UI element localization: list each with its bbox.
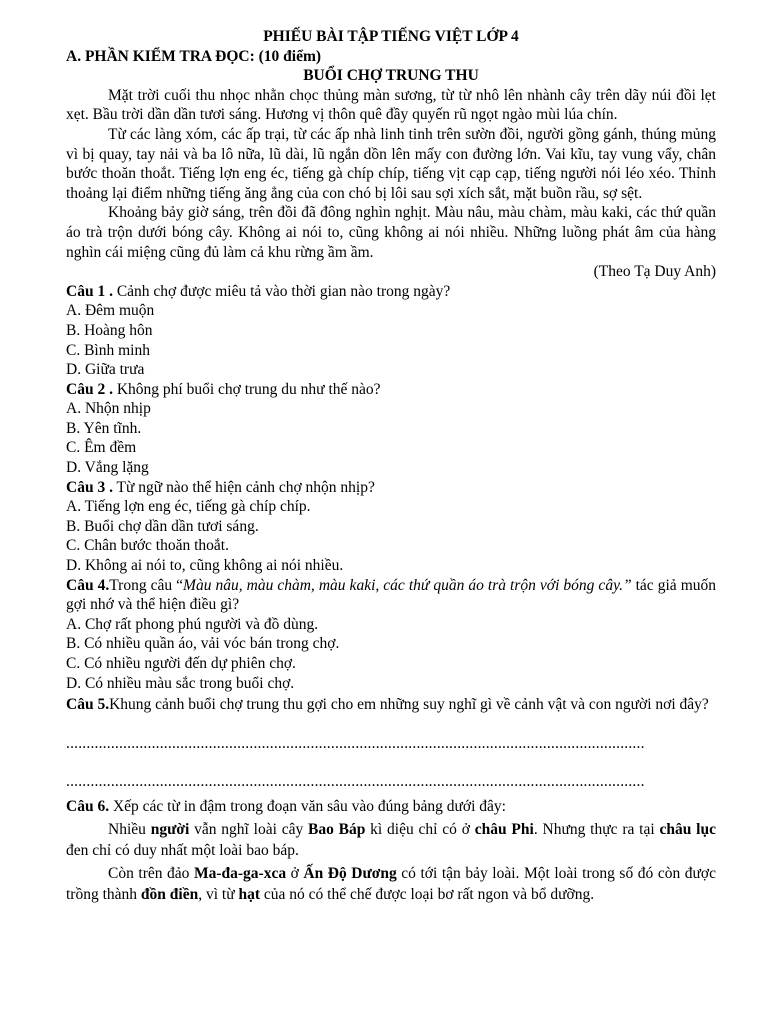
question-6: [66, 797, 716, 817]
question-4-text: tác giả muốn gợi nhớ và thể hiện điều gì?: [66, 576, 716, 614]
section-heading: A. PHẦN KIỂM TRA ĐỌC: (10 điểm): [66, 47, 322, 65]
question-6-paragraph-2: [66, 863, 716, 905]
question-2-option-b[interactable]: B. Yên tĩnh.: [66, 419, 142, 437]
question-4-lead: Trong câu “: [109, 576, 184, 594]
question-2: [66, 380, 716, 400]
answer-line-2[interactable]: ..............................................................................................................................................: [66, 772, 645, 790]
question-2-text: Không phí buổi chợ trung du như thế nào?: [112, 380, 381, 398]
text-run: , vì từ: [198, 885, 239, 903]
text-run: đen chỉ có duy nhất một loài bao báp.: [66, 841, 299, 859]
worksheet-title: PHIẾU BÀI TẬP TIẾNG VIỆT LỚP 4: [263, 28, 519, 45]
text-run: có tới tận bảy loài. Một loài trong số đó còn được trồng thành: [66, 864, 716, 903]
question-3-option-c[interactable]: C. Chân bước thoăn thoắt.: [66, 537, 229, 555]
spacer: [66, 754, 716, 772]
passage-paragraph-1: Mặt trời cuối thu nhọc nhằn chọc thủng màn sương, từ từ nhô lên nhành cây trên dãy núi đồi lẹt xẹt. Bầu trời dần dần tươi sáng. Hương vị thôn quê đầy quyến rũ ngọt ngào mùi lúa chín.: [66, 86, 716, 124]
question-4-option-d[interactable]: D. Có nhiều màu sắc trong buổi chợ.: [66, 674, 295, 692]
passage-source: (Theo Tạ Duy Anh): [593, 263, 716, 281]
question-1-option-a[interactable]: A. Đêm muộn: [66, 302, 155, 320]
question-2-option-c[interactable]: C. Êm đềm: [66, 439, 137, 457]
passage-paragraph-2: Từ các làng xóm, các ấp trại, từ các ấp nhà linh tinh trên sườn đồi, người gồng gánh, thúng mủng vì bị quay, tay nải và ba lô nữa, lũ dài, lũ ngắn dồn lên mấy con đường lớn. Vai kĩu, tay vung vẩy, chân bước thoăn thoắt. Tiếng lợn eng éc, tiếng gà chíp chíp, tiếng vịt cạp cạp, tiếng người nói léo xéo. Thỉnh thoảng lại điểm những tiếng ăng ẳng của con chó bị lôi sau sợi xích sắt, mặt buồn rầu, sợ sệt.: [66, 125, 716, 202]
bold-word: châu Phi: [474, 820, 534, 838]
question-3-label: Câu 3 .: [66, 478, 113, 496]
question-4-option-c[interactable]: C. Có nhiều người đến dự phiên chợ.: [66, 655, 296, 672]
text-run: của nó có thể chế được loại bơ rất ngon và bổ dưỡng.: [260, 885, 595, 903]
question-1: [66, 282, 716, 302]
text-run: Còn trên đảo: [108, 864, 194, 882]
bold-word: người: [150, 820, 190, 838]
question-3-option-b[interactable]: B. Buổi chợ dần dần tươi sáng.: [66, 517, 259, 535]
question-3-option-d[interactable]: D. Không ai nói to, cũng không ai nói nhiều.: [66, 557, 344, 575]
text-run: Nhiều: [108, 820, 151, 838]
passage-paragraph-3: Khoảng bảy giờ sáng, trên đồi đã đông nghìn nghịt. Màu nâu, màu chàm, màu kaki, các thứ quần áo trà trộn dưới bóng cây. Không ai nói to, cũng không ai nói nhiều. Những luồng phát âm của hàng nghìn cái miệng cũng đủ làm cả khu rừng ầm ầm.: [66, 204, 716, 261]
bold-word: Ma-đa-ga-xca: [193, 864, 287, 882]
question-2-label: Câu 2 .: [66, 380, 113, 398]
question-3-option-a[interactable]: A. Tiếng lợn eng éc, tiếng gà chíp chíp.: [66, 498, 311, 516]
question-4: [66, 576, 716, 615]
question-4-quote: Màu nâu, màu chàm, màu kaki, các thứ quần áo trà trộn với bóng cây.”: [183, 576, 632, 594]
spacer: [66, 716, 716, 734]
question-3-text: Từ ngữ nào thể hiện cảnh chợ nhộn nhịp?: [112, 478, 375, 496]
text-run: kì diệu chỉ có ở: [365, 820, 475, 838]
bold-word: đồn điền: [140, 885, 199, 903]
bold-word: Ấn Độ Dương: [303, 864, 397, 882]
question-6-text: Xếp các từ in đậm trong đoạn văn sâu vào đúng bảng dưới đây:: [109, 798, 506, 816]
question-6-paragraph-1: [66, 819, 716, 861]
question-5-label: Câu 5.: [66, 696, 110, 714]
bold-word: hạt: [238, 885, 261, 903]
question-4-option-b[interactable]: B. Có nhiều quần áo, vải vóc bán trong chợ.: [66, 635, 340, 653]
question-6-label: Câu 6.: [66, 798, 110, 816]
bold-word: Bao Báp: [308, 820, 366, 838]
question-2-option-d[interactable]: D. Vắng lặng: [66, 459, 149, 477]
question-5: [66, 694, 716, 716]
question-2-option-a[interactable]: A. Nhộn nhịp: [66, 400, 151, 418]
text-run: ở: [286, 864, 304, 882]
story-title: BUỔI CHỢ TRUNG THU: [303, 67, 479, 85]
text-run: . Nhưng thực ra tại: [533, 820, 660, 838]
question-4-option-a[interactable]: A. Chợ rất phong phú người và đồ dùng.: [66, 615, 319, 633]
question-3: [66, 478, 716, 498]
question-1-option-c[interactable]: C. Bình minh: [66, 341, 150, 359]
question-4-label: Câu 4.: [66, 576, 110, 594]
question-1-label: Câu 1 .: [66, 282, 113, 300]
text-run: vẫn nghĩ loài cây: [189, 820, 309, 838]
question-1-option-d[interactable]: D. Giữa trưa: [66, 361, 145, 379]
question-1-text: Cảnh chợ được miêu tả vào thời gian nào trong ngày?: [112, 282, 451, 300]
bold-word: châu lục: [659, 820, 716, 838]
question-5-text: Khung cảnh buổi chợ trung thu gợi cho em những suy nghĩ gì về cảnh vật và con người nơi đây?: [109, 696, 709, 714]
answer-line-1[interactable]: ..............................................................................................................................................: [66, 735, 645, 753]
question-1-option-b[interactable]: B. Hoàng hôn: [66, 321, 153, 339]
